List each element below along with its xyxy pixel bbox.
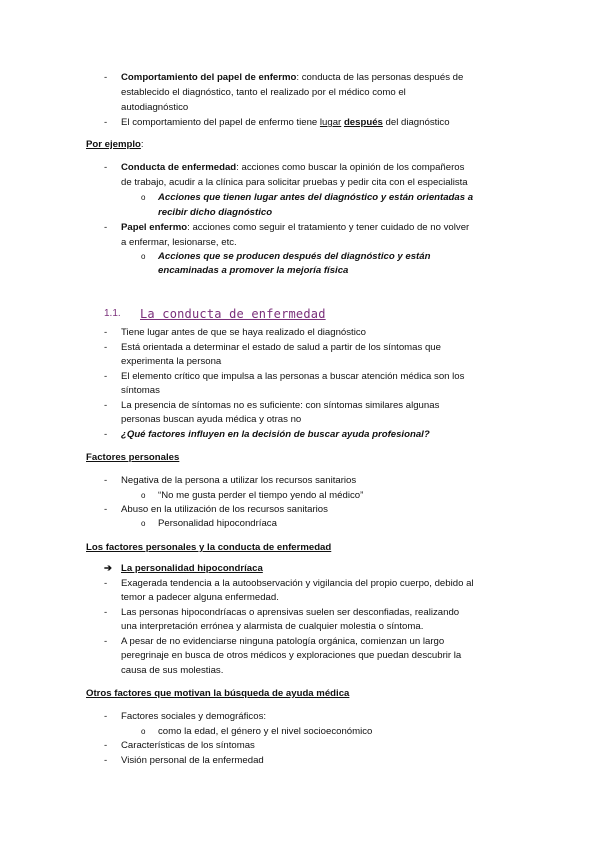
example-heading: Por ejemplo bbox=[86, 139, 141, 150]
dash-bullet: - bbox=[104, 711, 108, 722]
quote-text: “No me gusta perder el tiempo yendo al médico” bbox=[158, 490, 364, 501]
dash-bullet: - bbox=[104, 578, 108, 589]
hipocondriaca-title: La personalidad hipocondríaca bbox=[121, 563, 263, 574]
term-bold: Conducta de enfermedad bbox=[121, 162, 237, 173]
list-item-text: El elemento crítico que impulsa a las personas a buscar atención médica son los bbox=[121, 371, 465, 382]
sub-item-text: Acciones que tienen lugar antes del diagnóstico y están orientadas a bbox=[158, 192, 474, 203]
sub-item-text: recibir dicho diagnóstico bbox=[158, 207, 273, 218]
dash-bullet: - bbox=[104, 72, 108, 83]
text-segment: del diagnóstico bbox=[382, 117, 450, 128]
section-number: 1.1. bbox=[104, 308, 121, 319]
term-bold: Papel enfermo bbox=[121, 222, 188, 233]
sub-item-text: Acciones que se producen después del diagnóstico y están bbox=[158, 251, 431, 262]
list-item-text: Visión personal de la enfermedad bbox=[121, 755, 264, 766]
term-definition: : conducta de las personas después de bbox=[296, 72, 464, 83]
text-segment: El comportamiento del papel de enfermo tiene bbox=[121, 117, 320, 128]
circle-bullet: o bbox=[141, 727, 146, 736]
list-item-text: Las personas hipocondríacas o aprensivas suelen ser desconfiadas, realizando bbox=[121, 607, 460, 618]
dash-bullet: - bbox=[104, 429, 108, 440]
dash-bullet: - bbox=[104, 400, 108, 411]
dash-bullet: - bbox=[104, 342, 108, 353]
dash-bullet: - bbox=[104, 222, 108, 233]
bold-underlined-word: después bbox=[343, 117, 383, 128]
dash-bullet: - bbox=[104, 636, 108, 647]
section-title: La conducta de enfermedad bbox=[140, 307, 326, 321]
list-item-text: A pesar de no evidenciarse ninguna patología orgánica, comienzan un largo bbox=[121, 636, 445, 647]
colon: : bbox=[140, 139, 144, 150]
circle-bullet: o bbox=[141, 252, 146, 261]
continuation-text: de trabajo, acudir a la clínica para solicitar pruebas y pedir cita con el especialista bbox=[121, 177, 468, 188]
dash-bullet: - bbox=[104, 504, 108, 515]
otros-heading: Otros factores que motivan la búsqueda de ayuda médica bbox=[86, 688, 350, 699]
sub-item-text: como la edad, el género y el nivel socioeconómico bbox=[158, 726, 373, 737]
section-heading bbox=[0, 308, 600, 324]
continuation-text: experimenta la persona bbox=[121, 356, 222, 367]
term-definition: : acciones como buscar la opinión de los compañeros bbox=[236, 162, 465, 173]
dash-bullet: - bbox=[104, 327, 108, 338]
dash-bullet: - bbox=[104, 475, 108, 486]
term-bold: Comportamiento del papel de enfermo bbox=[121, 72, 297, 83]
circle-bullet: o bbox=[141, 491, 146, 500]
list-item-text: Exagerada tendencia a la autoobservación y vigilancia del propio cuerpo, debido al bbox=[121, 578, 474, 589]
dash-bullet: - bbox=[104, 607, 108, 618]
continuation-text: síntomas bbox=[121, 385, 160, 396]
list-item-text: La presencia de síntomas no es suficiente: con síntomas similares algunas bbox=[121, 400, 440, 411]
list-item-text: Factores sociales y demográficos: bbox=[121, 711, 267, 722]
factores-heading: Factores personales bbox=[86, 452, 180, 463]
circle-bullet: o bbox=[141, 519, 146, 528]
term-definition: : acciones como seguir el tratamiento y tener cuidado de no volver bbox=[187, 222, 470, 233]
dash-bullet: - bbox=[104, 740, 108, 751]
circle-bullet: o bbox=[141, 193, 146, 202]
continuation-text: causa de sus molestias. bbox=[121, 665, 224, 676]
continuation-text: temor a padecer alguna enfermedad. bbox=[121, 592, 279, 603]
continuation-text: establecido el diagnóstico, tanto el realizado por el médico como el bbox=[121, 87, 406, 98]
dash-bullet: - bbox=[104, 117, 108, 128]
continuation-text: personas buscan ayuda médica y otras no bbox=[121, 414, 302, 425]
continuation-text: peregrinaje en busca de otros médicos y exploraciones que puedan descubrir la bbox=[121, 650, 462, 661]
personales-heading: Los factores personales y la conducta de enfermedad bbox=[86, 542, 332, 553]
sub-item-text: encaminadas a promover la mejoría física bbox=[158, 265, 349, 276]
arrow-right-icon: ➔ bbox=[104, 563, 113, 574]
underlined-word: lugar bbox=[319, 117, 342, 128]
dash-bullet: - bbox=[104, 755, 108, 766]
continuation-text: autodiagnóstico bbox=[121, 102, 189, 113]
list-item-text: Negativa de la persona a utilizar los recursos sanitarios bbox=[121, 475, 357, 486]
dash-bullet: - bbox=[104, 162, 108, 173]
list-item-text: Está orientada a determinar el estado de salud a partir de los síntomas que bbox=[121, 342, 441, 353]
list-item-text: Tiene lugar antes de que se haya realizado el diagnóstico bbox=[121, 327, 366, 338]
question-text: ¿Qué factores influyen en la decisión de buscar ayuda profesional? bbox=[121, 429, 430, 440]
continuation-text: a enfermar, lesionarse, etc. bbox=[121, 237, 237, 248]
sub-item-text: Personalidad hipocondríaca bbox=[158, 518, 277, 529]
dash-bullet: - bbox=[104, 371, 108, 382]
list-item-text: Características de los síntomas bbox=[121, 740, 255, 751]
list-item-text: Abuso en la utilización de los recursos sanitarios bbox=[121, 504, 328, 515]
continuation-text: una interpretación errónea y alarmista de cualquier molestia o síntoma. bbox=[121, 621, 424, 632]
